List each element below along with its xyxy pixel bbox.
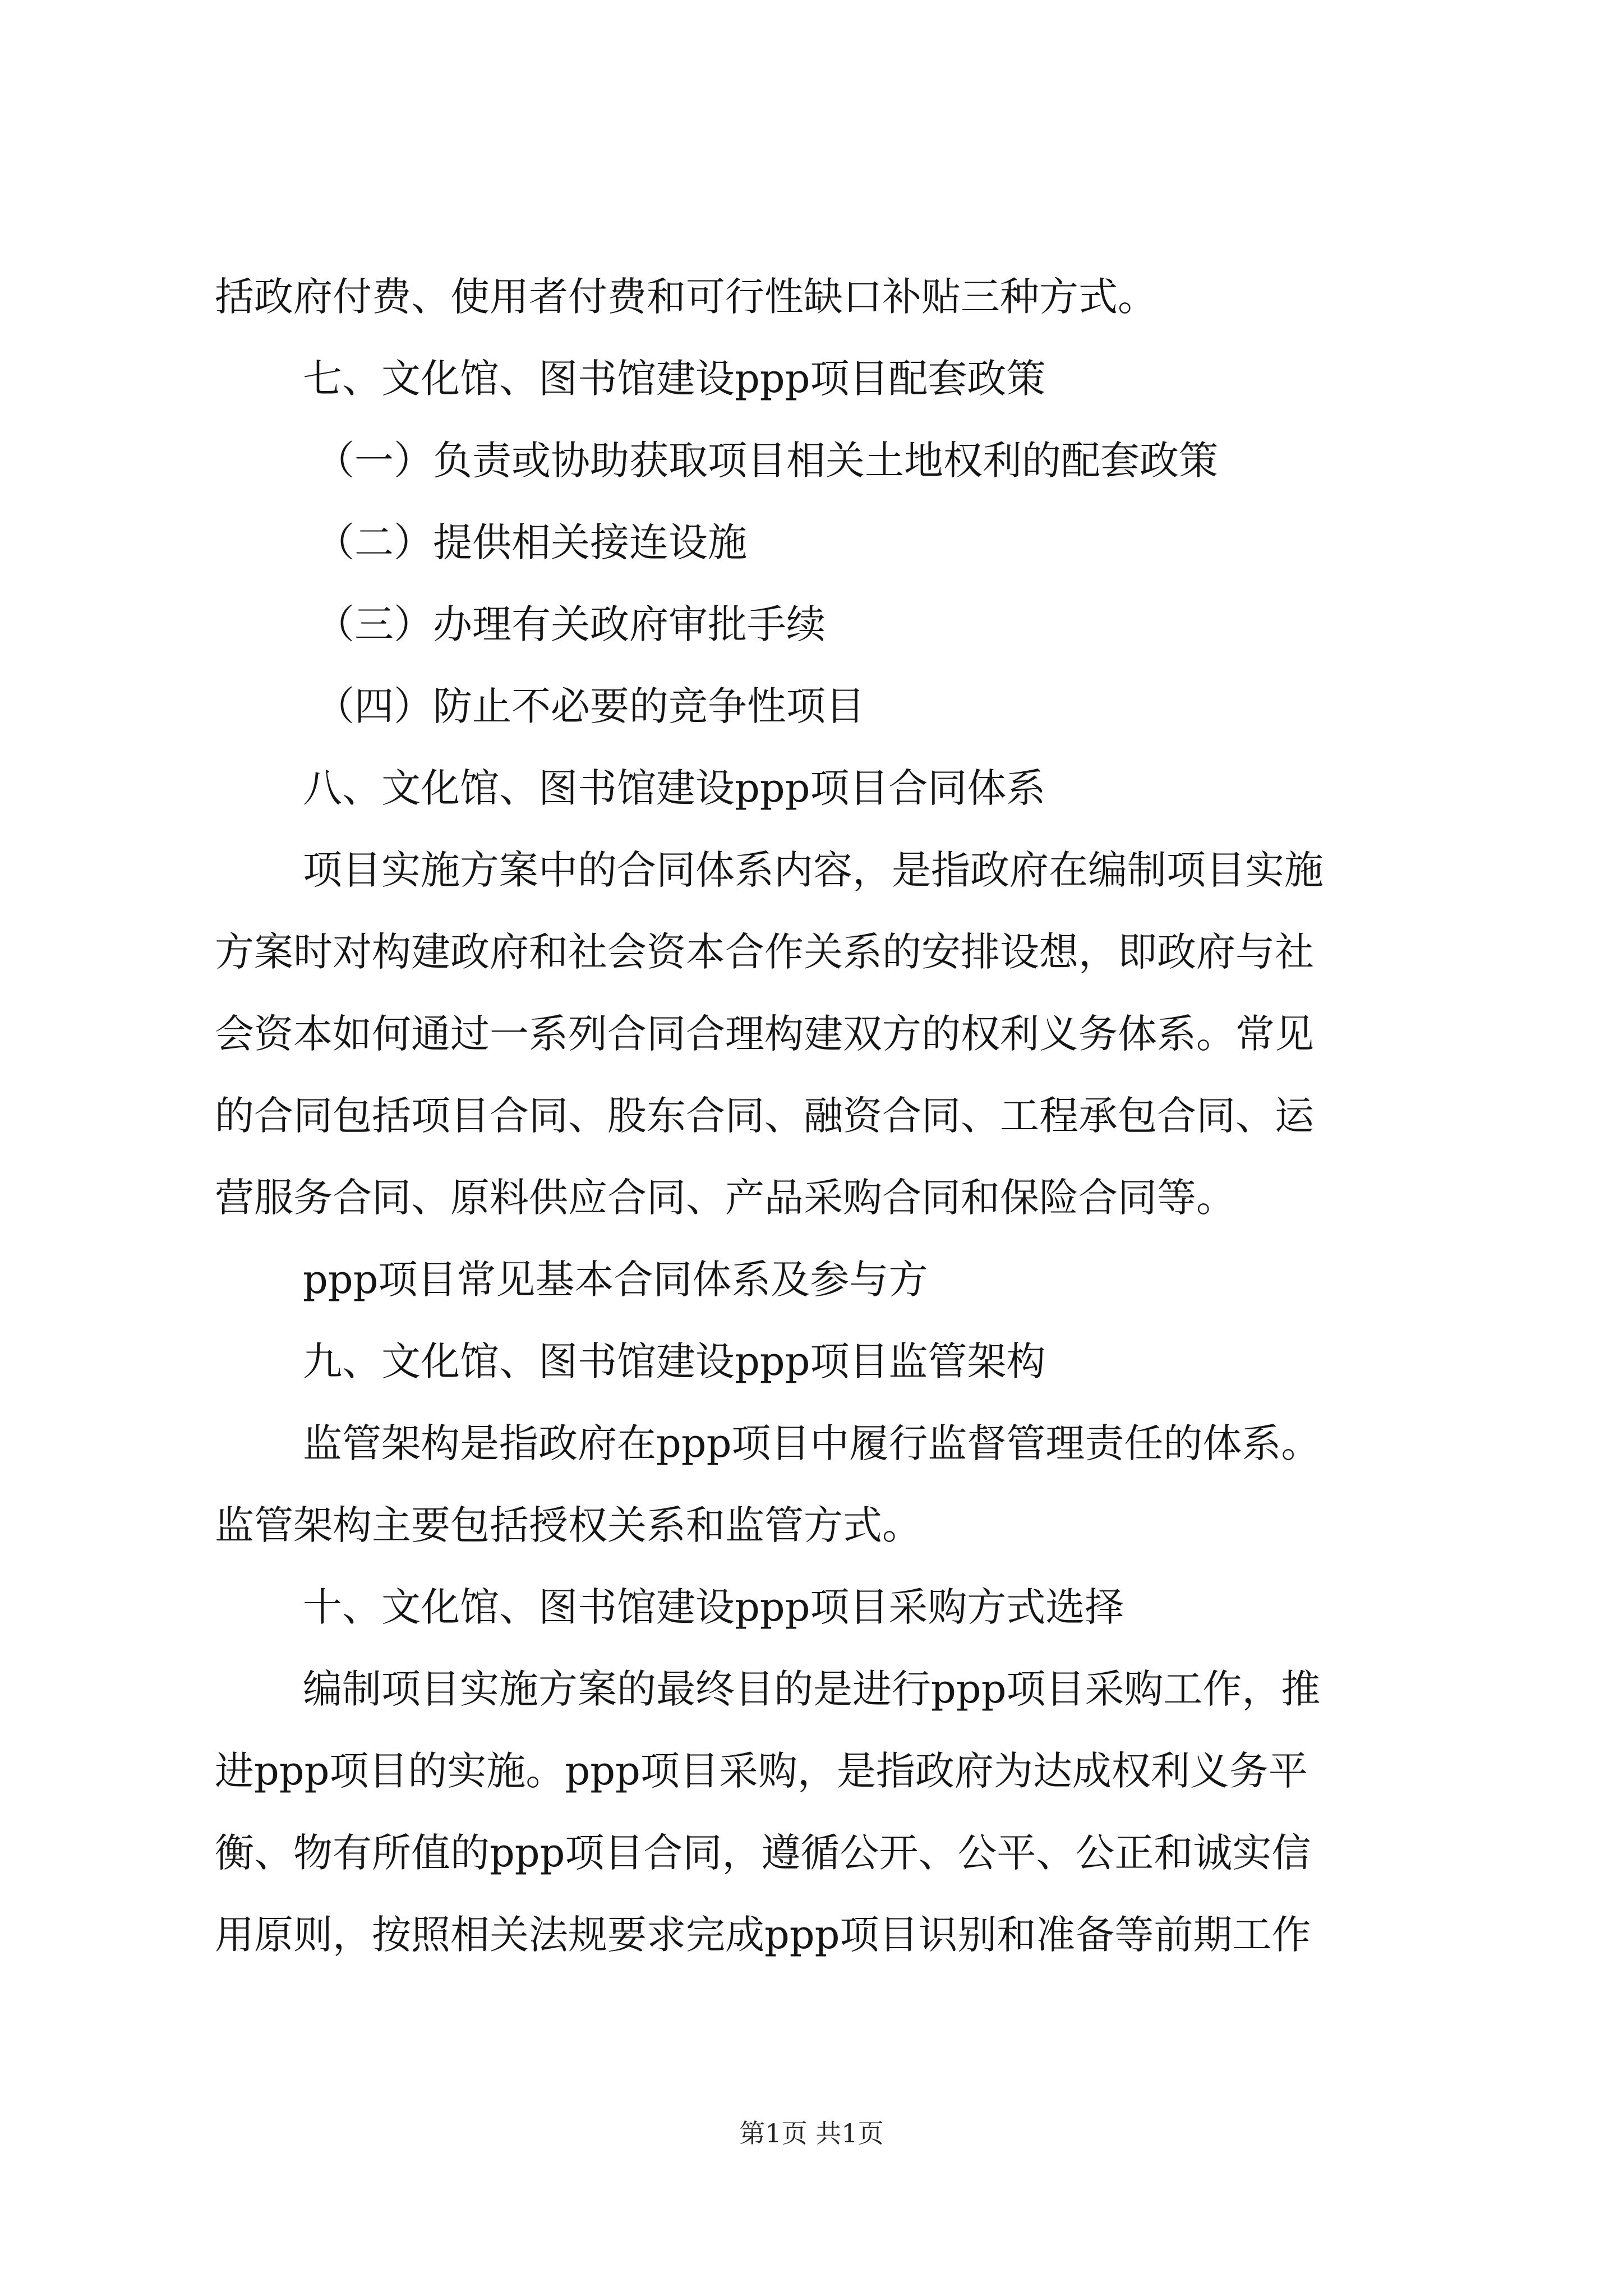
paragraph-line: 方案时对构建政府和社会资本合作关系的安排设想，即政府与社 bbox=[215, 929, 1314, 975]
list-item: （四）防止不必要的竞争性项目 bbox=[315, 683, 865, 729]
paragraph-line: 用原则，按照相关法规要求完成ppp项目识别和准备等前期工作 bbox=[215, 1912, 1311, 1958]
paragraph-line: 监管架构主要包括授权关系和监管方式。 bbox=[215, 1502, 921, 1548]
paragraph-line: 营服务合同、原料供应合同、产品采购合同和保险合同等。 bbox=[215, 1175, 1235, 1221]
section-heading-8: 八、文化馆、图书馆建设ppp项目合同体系 bbox=[303, 765, 1046, 811]
list-item: （二）提供相关接连设施 bbox=[315, 519, 747, 565]
section-heading-10: 十、文化馆、图书馆建设ppp项目采购方式选择 bbox=[303, 1584, 1124, 1630]
paragraph-line: 项目实施方案中的合同体系内容，是指政府在编制项目实施 bbox=[303, 847, 1324, 893]
paragraph-line: 编制项目实施方案的最终目的是进行ppp项目采购工作，推 bbox=[303, 1666, 1321, 1712]
paragraph-line: 的合同包括项目合同、股东合同、融资合同、工程承包合同、运 bbox=[215, 1093, 1314, 1139]
paragraph-line: 会资本如何通过一系列合同合理构建双方的权利义务体系。常见 bbox=[215, 1011, 1314, 1057]
section-heading-7: 七、文化馆、图书馆建设ppp项目配套政策 bbox=[303, 356, 1046, 402]
paragraph-line: 衡、物有所值的ppp项目合同，遵循公开、公平、公正和诚实信 bbox=[215, 1830, 1311, 1876]
paragraph-line: 监管架构是指政府在ppp项目中履行监督管理责任的体系。 bbox=[303, 1420, 1321, 1466]
section-heading-9: 九、文化馆、图书馆建设ppp项目监管架构 bbox=[303, 1338, 1046, 1384]
list-item: （一）负责或协助获取项目相关土地权利的配套政策 bbox=[315, 438, 1218, 484]
caption-line: ppp项目常见基本合同体系及参与方 bbox=[303, 1257, 928, 1303]
paragraph-line: 括政府付费、使用者付费和可行性缺口补贴三种方式。 bbox=[215, 274, 1157, 320]
page-footer: 第1页 共1页 bbox=[739, 2118, 884, 2148]
list-item: （三）办理有关政府审批手续 bbox=[315, 601, 826, 647]
paragraph-line: 进ppp项目的实施。ppp项目采购，是指政府为达成权利义务平 bbox=[215, 1748, 1308, 1794]
